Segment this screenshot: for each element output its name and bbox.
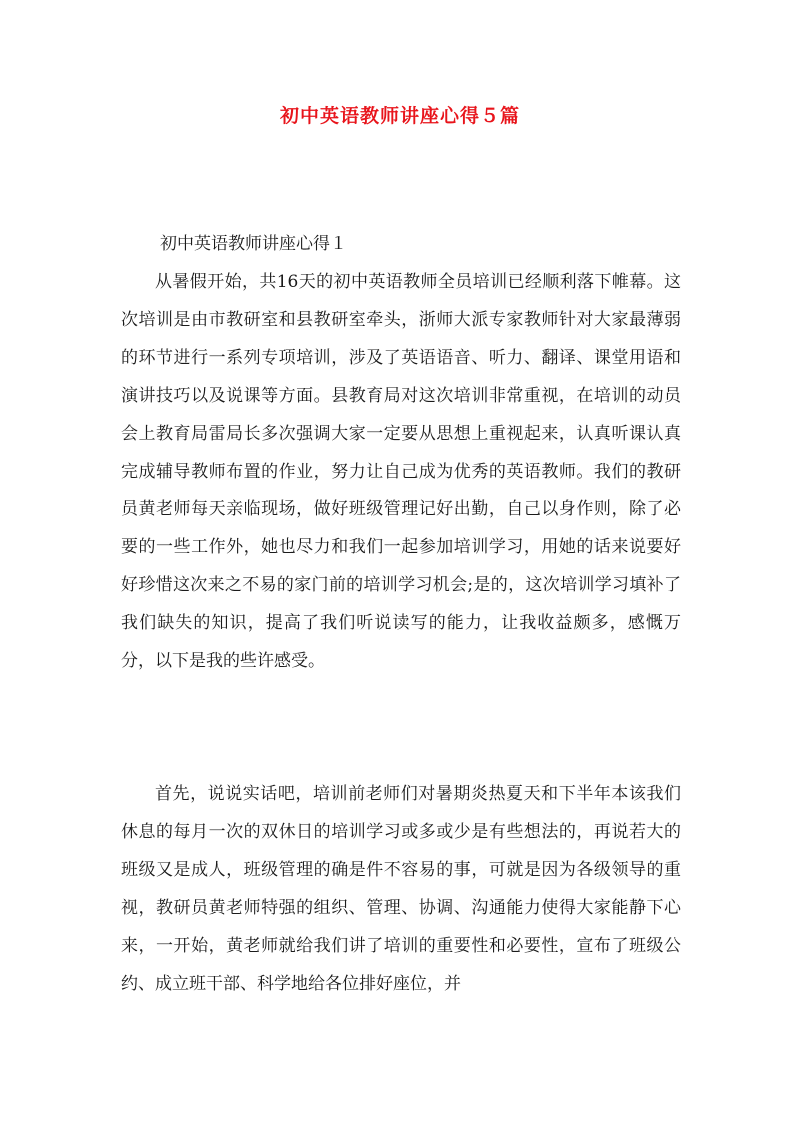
body-paragraph: 首先，说说实话吧，培训前老师们对暑期炎热夏天和下半年本该我们休息的每月一次的双休日的培训学习或多或少是有些想法的，再说若大的班级又是成人，班级管理的确是件不容易的事，可就是因为各级领导的重视，教研员黄老师特强的组织、管理、协调、沟通能力使得大家能静下心来，一开始，黄老师就给我们讲了培训的重要性和必要性，宣布了班级公约、成立班干部、科学地给各位排好座位，并 bbox=[121, 784, 681, 994]
document-title: 初中英语教师讲座心得５篇 bbox=[279, 105, 520, 127]
body-paragraph: 从暑假开始，共16天的初中英语教师全员培训已经顺利落下帷幕。这次培训是由市教研室和县教研室牵头，浙师大派专家教师针对大家最薄弱的环节进行一系列专项培训，涉及了英语语音、听力、翻译、课堂用语和演讲技巧以及说课等方面。县教育局对这次培训非常重视，在培训的动员会上教育局雷局长多次强调大家一定要从思想上重视起来，认真听课认真完成辅导教师布置的作业，努力让自己成为优秀的英语教师。我们的教研员黄老师每天亲临现场，做好班级管理记好出勤，自己以身作则，除了必要的一些工作外，她也尽力和我们一起参加培训学习，用她的话来说要好好珍惜这次来之不易的家门前的培训学习机会;是的，这次培训学习填补了我们缺失的知识，提高了我们听说读写的能力，让我收益颇多，感慨万分，以下是我的些许感受。 bbox=[121, 272, 681, 672]
section-heading: 初中英语教师讲座心得１ bbox=[160, 234, 347, 254]
